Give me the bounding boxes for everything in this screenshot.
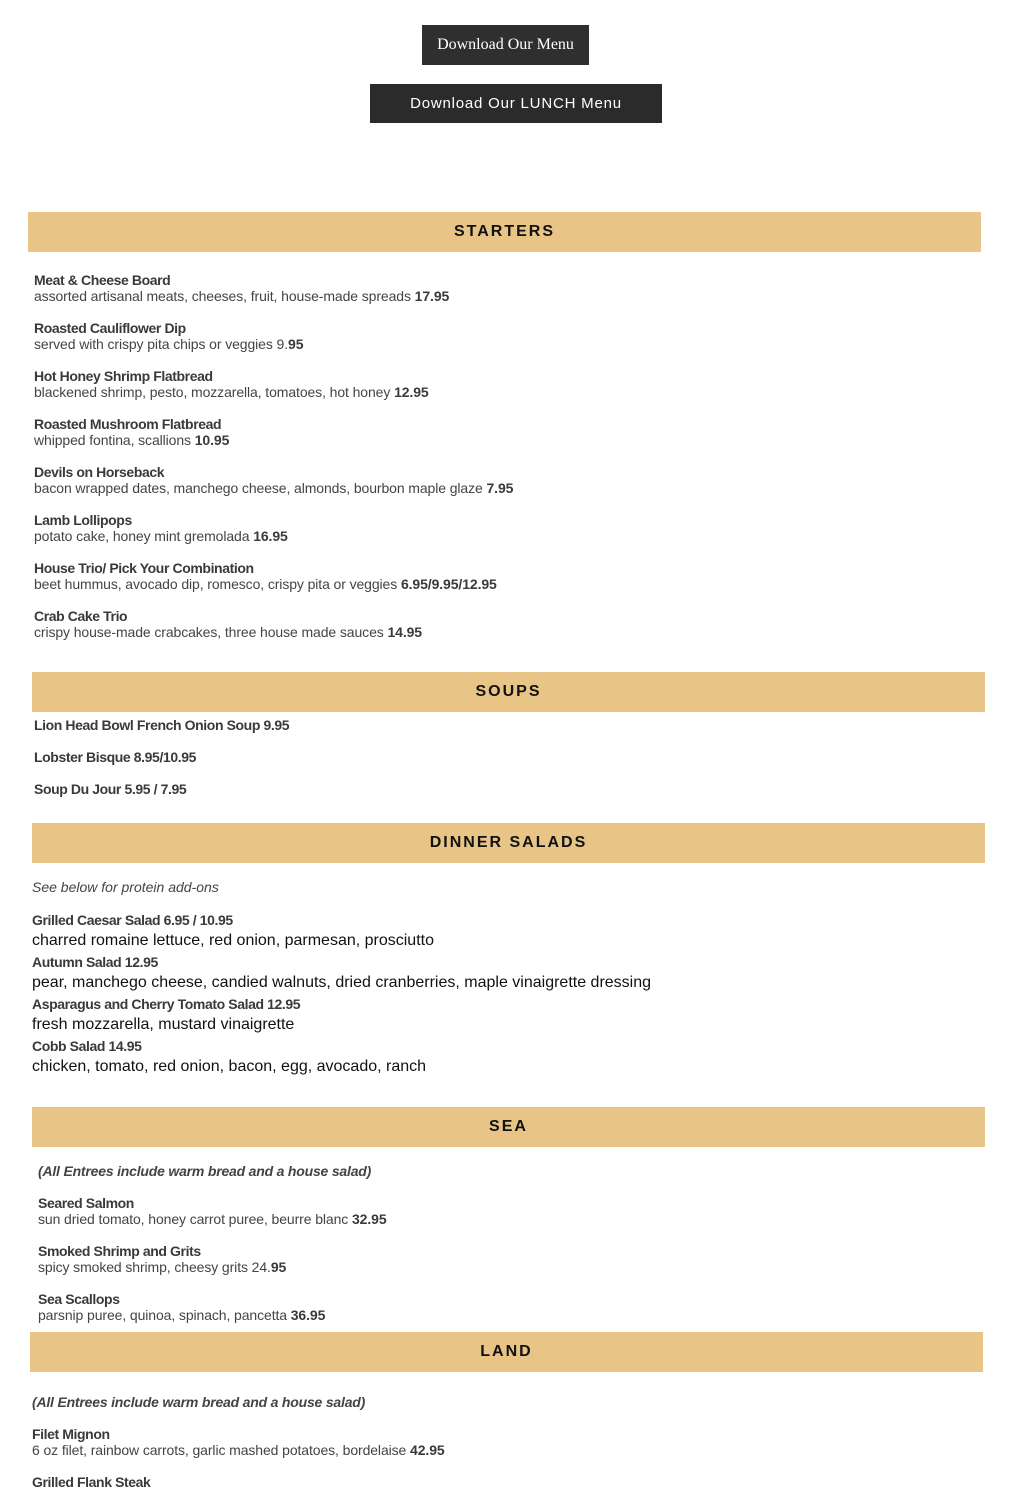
item-name: Lamb Lollipops xyxy=(34,512,132,528)
salad-desc: chicken, tomato, red onion, bacon, egg, avocado, ranch xyxy=(32,1058,427,1075)
item-name: Crab Cake Trio xyxy=(34,608,128,624)
menu-item xyxy=(34,512,288,544)
item-desc: sun dried tomato, honey carrot puree, beurre blanc 32.95 xyxy=(38,1211,387,1227)
item-name: Meat & Cheese Board xyxy=(34,272,171,288)
item-price: 10.95 xyxy=(194,432,230,448)
soup-item: Lobster Bisque 8.95/10.95 xyxy=(34,749,196,765)
salad-desc: pear, manchego cheese, candied walnuts, dried cranberries, maple vinaigrette dressing xyxy=(32,974,652,991)
item-name: Hot Honey Shrimp Flatbread xyxy=(34,368,213,384)
menu-item xyxy=(38,1195,387,1227)
menu-item xyxy=(34,320,303,352)
menu-item xyxy=(34,416,229,448)
menu-item xyxy=(34,608,422,640)
starters-heading: STARTERS xyxy=(28,212,981,252)
item-desc: spicy smoked shrimp, cheesy grits 24.95 xyxy=(38,1259,287,1275)
salad-desc: charred romaine lettuce, red onion, parmesan, prosciutto xyxy=(32,932,434,949)
item-desc: crispy house-made crabcakes, three house made sauces 14.95 xyxy=(34,624,422,640)
menu-item xyxy=(38,1243,286,1275)
item-price: 6.95/9.95/12.95 xyxy=(400,576,497,592)
soup-item: Soup Du Jour 5.95 / 7.95 xyxy=(34,781,187,797)
item-desc: whipped fontina, scallions 10.95 xyxy=(34,432,230,448)
item-price: 12.95 xyxy=(394,384,429,400)
item-name: House Trio/ Pick Your Combination xyxy=(34,560,254,576)
item-price: 32.95 xyxy=(351,1211,387,1227)
item-price: 7.95 xyxy=(486,480,514,496)
item-name: Roasted Cauliflower Dip xyxy=(34,320,186,336)
item-desc: 6 oz filet, rainbow carrots, garlic mashed potatoes, bordelaise 42.95 xyxy=(32,1442,445,1458)
menu-item xyxy=(34,368,429,400)
item-desc: beet hummus, avocado dip, romesco, crispy pita or veggies 6.95/9.95/12.95 xyxy=(34,576,497,592)
sea-heading: SEA xyxy=(32,1107,985,1147)
soups-heading: SOUPS xyxy=(32,672,985,712)
item-name: Grilled Flank Steak xyxy=(32,1474,151,1490)
item-name: Roasted Mushroom Flatbread xyxy=(34,416,222,432)
menu-item xyxy=(34,272,449,304)
item-name: Devils on Horseback xyxy=(34,464,165,480)
item-name: Sea Scallops xyxy=(38,1291,120,1307)
item-desc: assorted artisanal meats, cheeses, fruit, house-made spreads 17.95 xyxy=(34,288,450,304)
salads-note: See below for protein add-ons xyxy=(32,879,219,895)
download-lunch-menu-button[interactable]: Download Our LUNCH Menu xyxy=(370,84,662,123)
item-price: 42.95 xyxy=(410,1442,445,1458)
salad-name: Asparagus and Cherry Tomato Salad 12.95 xyxy=(32,996,301,1012)
salad-name: Autumn Salad 12.95 xyxy=(32,954,158,970)
menu-item xyxy=(34,464,513,496)
download-menu-button[interactable]: Download Our Menu xyxy=(422,25,589,65)
item-price: 95 xyxy=(270,1259,287,1275)
item-desc: bacon wrapped dates, manchego cheese, almonds, bourbon maple glaze 7.95 xyxy=(34,480,514,496)
item-desc: blackened shrimp, pesto, mozzarella, tomatoes, hot honey 12.95 xyxy=(34,384,429,400)
item-desc: parsnip puree, quinoa, spinach, pancetta 36.95 xyxy=(38,1307,326,1323)
item-price: 14.95 xyxy=(387,624,422,640)
item-price: 16.95 xyxy=(253,528,288,544)
item-name: Filet Mignon xyxy=(32,1426,110,1442)
salad-name: Grilled Caesar Salad 6.95 / 10.95 xyxy=(32,912,233,928)
sea-note: (All Entrees include warm bread and a house salad) xyxy=(38,1163,372,1179)
item-price: 17.95 xyxy=(414,288,450,304)
salad-name: Cobb Salad 14.95 xyxy=(32,1038,142,1054)
item-desc: served with crispy pita chips or veggies 9.95 xyxy=(34,336,304,352)
menu-item xyxy=(34,560,497,592)
soup-item: Lion Head Bowl French Onion Soup 9.95 xyxy=(34,717,290,733)
item-name: Seared Salmon xyxy=(38,1195,134,1211)
land-note: (All Entrees include warm bread and a house salad) xyxy=(32,1394,366,1410)
land-heading: LAND xyxy=(30,1332,983,1372)
item-desc: potato cake, honey mint gremolada 16.95 xyxy=(34,528,288,544)
menu-item xyxy=(32,1474,150,1490)
item-name: Smoked Shrimp and Grits xyxy=(38,1243,201,1259)
dinner-salads-heading: DINNER SALADS xyxy=(32,823,985,863)
item-price: 36.95 xyxy=(290,1307,326,1323)
salad-desc: fresh mozzarella, mustard vinaigrette xyxy=(32,1016,295,1033)
menu-item xyxy=(38,1291,325,1323)
menu-item xyxy=(32,1426,445,1458)
item-price: 95 xyxy=(288,336,304,352)
